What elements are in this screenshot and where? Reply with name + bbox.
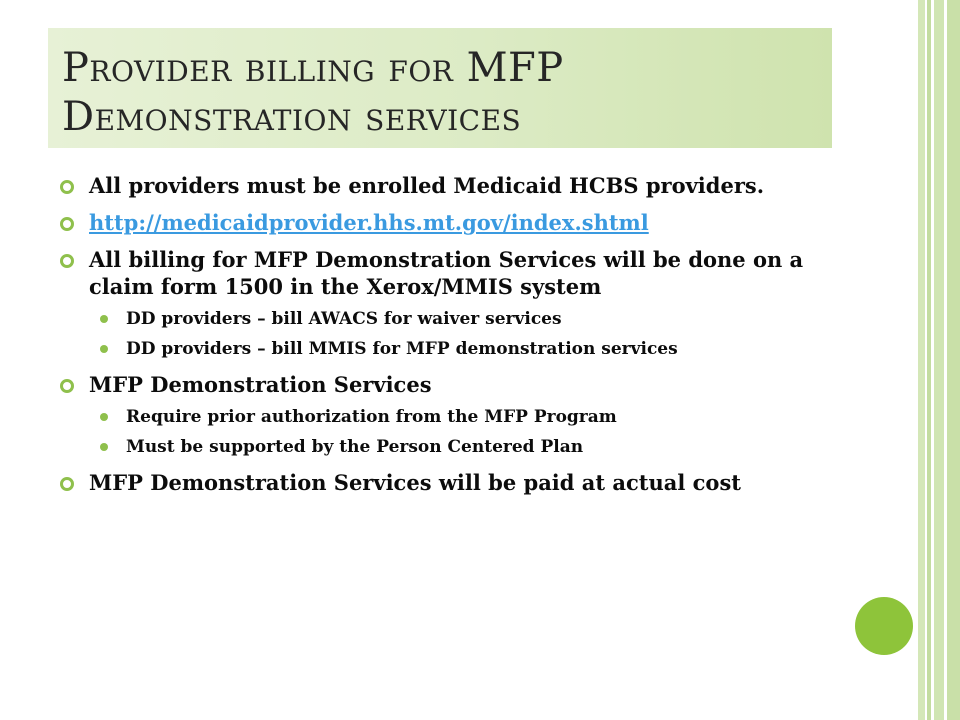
ring-bullet-icon <box>60 477 74 491</box>
sub-bullet-text: Require prior authorization from the MFP Program <box>126 407 617 427</box>
dot-bullet-icon <box>100 443 108 451</box>
title-line-1: Provider billing for MFP <box>62 45 564 91</box>
dot-bullet-icon <box>100 345 108 353</box>
sub-bullet-item <box>60 437 840 458</box>
bullet-text: All billing for MFP Demonstration Services will be done on a claim form 1500 in the Xerox/MMIS system <box>89 247 804 299</box>
slide-body <box>60 172 840 506</box>
sub-bullet-text: Must be supported by the Person Centered Plan <box>126 437 584 457</box>
sub-bullet-list <box>60 309 840 360</box>
ring-bullet-icon <box>60 379 74 393</box>
slide-title <box>62 44 822 142</box>
sub-bullet-item <box>60 309 840 330</box>
sub-bullet-text: DD providers – bill AWACS for waiver services <box>126 309 562 329</box>
bullet-item <box>60 469 840 496</box>
provider-link[interactable]: http://medicaidprovider.hhs.mt.gov/index.shtml <box>89 210 649 235</box>
bullet-text: MFP Demonstration Services <box>89 372 432 397</box>
bullet-item <box>60 209 840 236</box>
bullet-item <box>60 172 840 199</box>
sub-bullet-text: DD providers – bill MMIS for MFP demonstration services <box>126 339 678 359</box>
ring-bullet-icon <box>60 180 74 194</box>
title-line-2: Demonstration services <box>62 94 522 140</box>
ring-bullet-icon <box>60 217 74 231</box>
bullet-item <box>60 246 840 300</box>
decorative-circle <box>855 597 913 655</box>
dot-bullet-icon <box>100 413 108 421</box>
bullet-text: All providers must be enrolled Medicaid HCBS providers. <box>89 173 765 198</box>
bullet-text: MFP Demonstration Services will be paid at actual cost <box>89 470 741 495</box>
decorative-stripe <box>918 0 925 720</box>
ring-bullet-icon <box>60 254 74 268</box>
sub-bullet-item <box>60 407 840 428</box>
sub-bullet-item <box>60 339 840 360</box>
dot-bullet-icon <box>100 315 108 323</box>
sub-bullet-list <box>60 407 840 458</box>
bullet-item <box>60 371 840 398</box>
decorative-stripe <box>947 0 960 720</box>
decorative-stripe <box>934 0 944 720</box>
